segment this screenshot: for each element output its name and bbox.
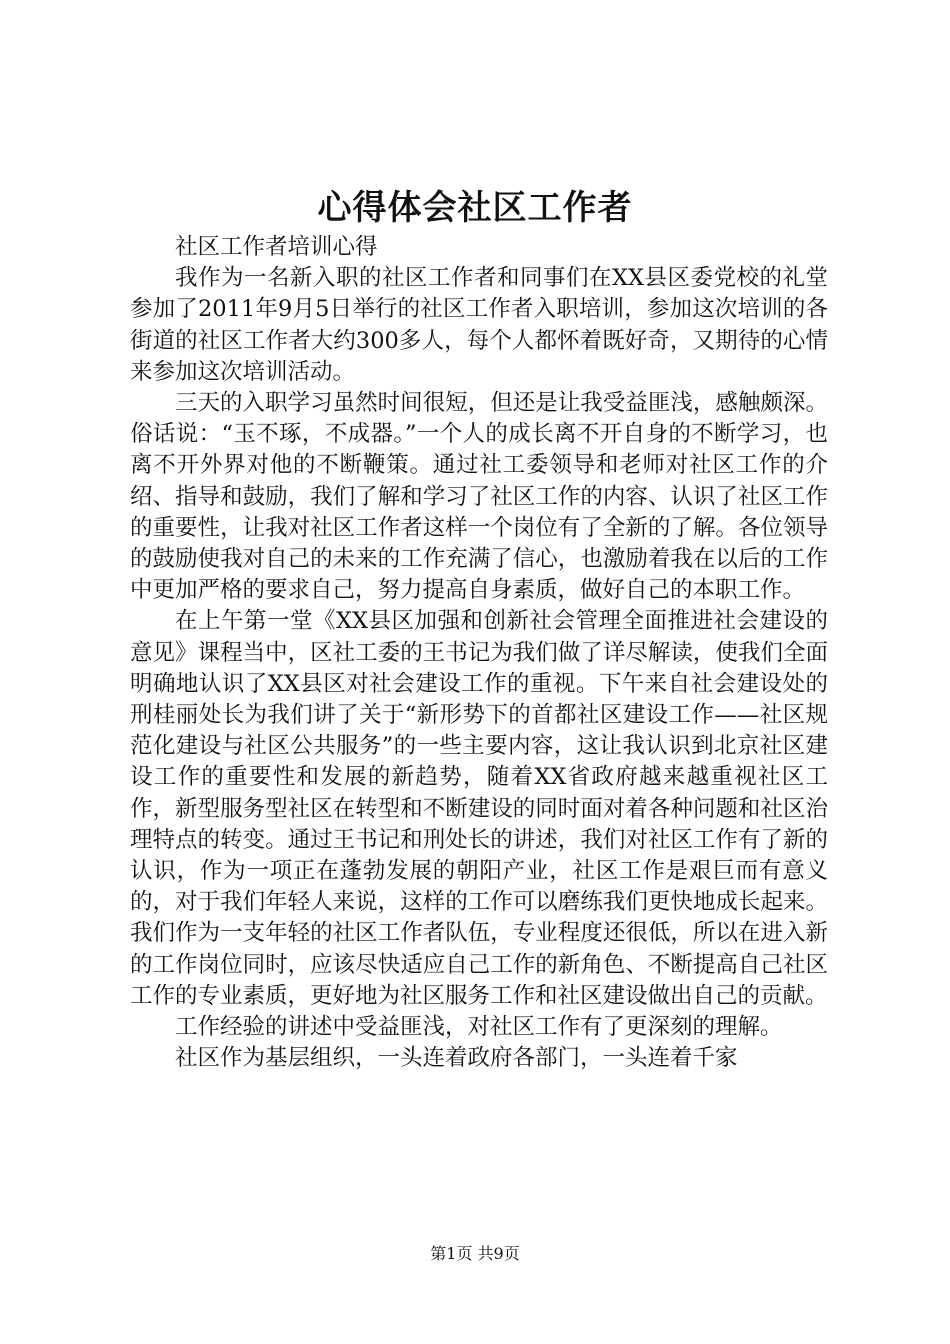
paragraph-subtitle: 社区工作者培训心得 [175, 234, 378, 260]
document-body [130, 232, 828, 1074]
page-footer: 第1页 共9页 [430, 1244, 520, 1263]
paragraph: 三天的入职学习虽然时间很短，但还是让我受益匪浅，感触颇深。俗话说：“玉不琢，不成器。”一个人的成长离不开自身的不断学习，也离不开外界对他的不断鞭策。通过社工委领导和老师对社区工作的介绍、指导和鼓励，我们了解和学习了社区工作的内容、认识了社区工作的重要性，让我对社区工作者这样一个岗位有了全新的了解。各位领导的鼓励使我对自己的未来的工作充满了信心，也激励着我在以后的工作中更加严格的要求自己，努力提高自身素质，做好自己的本职工作。 [130, 390, 828, 604]
paragraph: 我作为一名新入职的社区工作者和同事们在XX县区委党校的礼堂参加了2011年9月5日举行的社区工作者入职培训，参加这次培训的各街道的社区工作者大约300多人，每个人都怀着既好奇，又期待的心情来参加这次培训活动。 [130, 265, 828, 385]
paragraph: 在上午第一堂《XX县区加强和创新社会管理全面推进社会建设的意见》课程当中，区社工委的王书记为我们做了详尽解读，使我们全面明确地认识了XX县区对社会建设工作的重视。下午来自社会建设处的刑桂丽处长为我们讲了关于“新形势下的首都社区建设工作——社区规范化建设与社区公共服务”的一些主要内容，这让我认识到北京社区建设工作的重要性和发展的新趋势，随着XX省政府越来越重视社区工作，新型服务型社区在转型和不断建设的同时面对着各种问题和社区治理特点的转变。通过王书记和刑处长的讲述，我们对社区工作有了新的认识，作为一项正在蓬勃发展的朝阳产业，社区工作是艰巨而有意义的，对于我们年轻人来说，这样的工作可以磨练我们更快地成长起来。我们作为一支年轻的社区工作者队伍，专业程度还很低，所以在进入新的工作岗位同时，应该尽快适应自己工作的新角色、不断提高自己社区工作的专业素质，更好地为社区服务工作和社区建设做出自己的贡献。 [130, 608, 828, 1009]
document-title: 心得体会社区工作者 [317, 188, 633, 228]
paragraph: 工作经验的讲述中受益匪浅，对社区工作有了更深刻的理解。 [175, 1014, 783, 1041]
paragraph: 社区作为基层组织，一头连着政府各部门，一头连着千家 [175, 1045, 738, 1072]
